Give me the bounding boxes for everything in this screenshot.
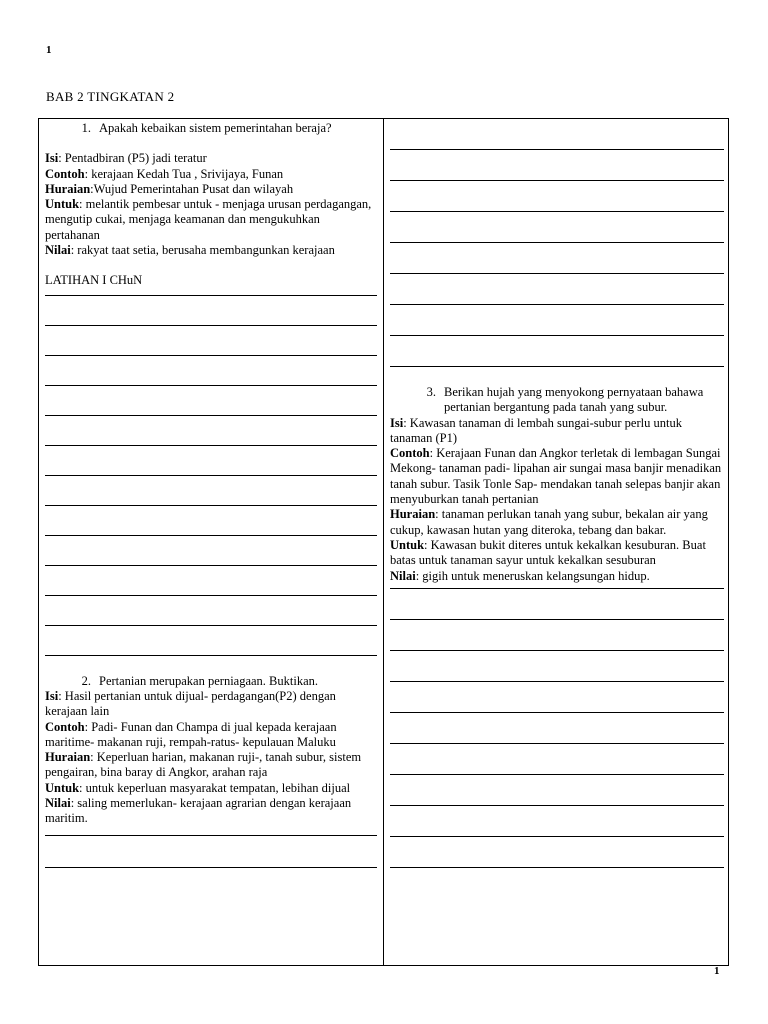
right-column	[390, 119, 724, 868]
answer-2-untuk	[45, 781, 377, 796]
answer-line	[45, 295, 377, 296]
untuk-text: : melantik pembesar untuk - menjaga urusan perdagangan, mengutip cukai, menjaga keamanan dan mengukuhkan pertahanan	[45, 197, 372, 242]
answer-line	[390, 211, 724, 212]
question-1-number: 1.	[81, 121, 91, 135]
answer-line	[390, 242, 724, 243]
answer-2-isi	[45, 689, 377, 720]
answer-line	[390, 867, 724, 868]
question-1	[45, 121, 377, 136]
answer-line	[45, 475, 377, 476]
contoh-label: Contoh	[390, 446, 430, 461]
answer-2	[45, 689, 377, 827]
answer-3-nilai	[390, 569, 724, 584]
nilai-text: : saling memerlukan- kerajaan agrarian dengan kerajaan maritim.	[45, 796, 352, 826]
answer-line	[390, 774, 724, 775]
question-1-text: Apakah kebaikan sistem pemerintahan beraja?	[99, 121, 332, 135]
answer-line	[390, 712, 724, 713]
question-2-text: Pertanian merupakan perniagaan. Buktikan.	[99, 673, 319, 688]
untuk-label: Untuk	[390, 537, 425, 552]
answer-lines-right-top	[390, 149, 724, 367]
answer-line	[45, 445, 377, 446]
nilai-label: Nilai	[45, 796, 71, 811]
contoh-text: : Padi- Funan dan Champa di jual kepada kerajaan maritime- makanan ruji, rempah-ratus- kepulauan Maluku	[45, 719, 337, 749]
answer-line	[45, 505, 377, 506]
nilai-label: Nilai	[45, 243, 71, 258]
answer-2-contoh	[45, 720, 377, 751]
contoh-text: : kerajaan Kedah Tua , Srivijaya, Funan	[84, 166, 284, 181]
question-2-number: 2.	[81, 673, 91, 688]
answer-1-nilai	[45, 243, 377, 258]
contoh-label: Contoh	[45, 719, 85, 734]
answer-line	[390, 805, 724, 806]
isi-text: : Pentadbiran (P5) jadi teratur	[58, 151, 207, 166]
answer-line	[390, 588, 724, 589]
nilai-label: Nilai	[390, 568, 416, 583]
untuk-text: : untuk keperluan masyarakat tempatan, lebihan dijual	[79, 780, 351, 795]
question-3-text: Berikan hujah yang menyokong pernyataan bahawa pertanian bergantung pada tanah yang subur.	[444, 385, 704, 415]
nilai-text: : gigih untuk meneruskan kelangsungan hidup.	[415, 568, 650, 583]
answer-line	[45, 625, 377, 626]
untuk-label: Untuk	[45, 197, 80, 212]
nilai-text: : rakyat taat setia, berusaha membangunkan kerajaan	[70, 243, 335, 258]
answer-line	[390, 366, 724, 367]
answer-line	[390, 180, 724, 181]
huraian-label: Huraian	[45, 750, 91, 765]
answer-line	[390, 304, 724, 305]
isi-label: Isi	[390, 415, 404, 430]
answer-line	[45, 867, 377, 868]
answer-line	[45, 565, 377, 566]
answer-lines-2	[45, 835, 377, 868]
page-number-bottom: 1	[714, 965, 720, 977]
answer-line	[390, 149, 724, 150]
isi-label: Isi	[45, 688, 59, 703]
answer-1-huraian	[45, 182, 377, 197]
huraian-text: : Keperluan harian, makanan ruji-, tanah subur, sistem pengairan, bina baray di Angkor, arahan raja	[45, 750, 362, 780]
answer-3-contoh	[390, 446, 724, 507]
isi-text: : Hasil pertanian untuk dijual- perdagangan(P2) dengan kerajaan lain	[45, 688, 336, 719]
answer-line	[390, 681, 724, 682]
contoh-text: : Kerajaan Funan dan Angkor terletak di lembagan Sungai Mekong- tanaman padi- lipahan air sungai masa banjir menadikan tanah subur. Tasik Tonle Sap- mendakan tanah selepas banjir akan menyuburkan tanah pertanian	[390, 446, 722, 507]
answer-line	[390, 619, 724, 620]
answer-3-isi	[390, 416, 724, 447]
answer-line	[390, 743, 724, 744]
answer-table	[38, 118, 729, 966]
isi-text: : Kawasan tanaman di lembah sungai-subur perlu untuk tanaman (P1)	[390, 415, 682, 445]
answer-1	[45, 151, 377, 258]
huraian-label: Huraian	[45, 181, 91, 196]
page-heading: BAB 2 TINGKATAN 2	[46, 89, 175, 104]
answer-line	[45, 835, 377, 836]
answer-line	[390, 650, 724, 651]
answer-3-untuk	[390, 538, 724, 569]
left-column	[45, 119, 377, 868]
huraian-text: : tanaman perlukan tanah yang subur, bekalan air yang cukup, kawasan hutan yang diteroka, tebang dan bakar.	[390, 507, 708, 537]
answer-line	[390, 836, 724, 837]
answer-line	[45, 355, 377, 356]
answer-line	[45, 655, 377, 656]
answer-lines-1	[45, 295, 377, 656]
untuk-label: Untuk	[45, 780, 80, 795]
question-3-number: 3.	[426, 385, 436, 399]
question-2	[45, 674, 377, 689]
answer-2-huraian	[45, 750, 377, 781]
answer-3-huraian	[390, 507, 724, 538]
answer-line	[45, 325, 377, 326]
answer-1-contoh	[45, 167, 377, 182]
answer-line	[390, 335, 724, 336]
untuk-text: : Kawasan bukit diteres untuk kekalkan kesuburan. Buat batas untuk tanaman sayur untuk kekalkan sesuburan	[390, 537, 706, 568]
answer-line	[45, 535, 377, 536]
answer-lines-3	[390, 588, 724, 868]
contoh-label: Contoh	[45, 166, 85, 181]
answer-2-nilai	[45, 796, 377, 827]
answer-line	[45, 415, 377, 416]
column-divider	[383, 119, 384, 965]
page-number-top: 1	[46, 44, 52, 56]
answer-1-isi	[45, 151, 377, 166]
latihan-label: LATIHAN I CHuN	[45, 273, 143, 288]
answer-line	[45, 595, 377, 596]
answer-line	[45, 385, 377, 386]
question-3	[390, 385, 724, 416]
isi-label: Isi	[45, 151, 59, 166]
huraian-label: Huraian	[390, 507, 436, 522]
huraian-text: :Wujud Pemerintahan Pusat dan wilayah	[90, 181, 294, 196]
answer-1-untuk	[45, 197, 377, 243]
answer-line	[390, 273, 724, 274]
answer-3	[390, 416, 724, 584]
